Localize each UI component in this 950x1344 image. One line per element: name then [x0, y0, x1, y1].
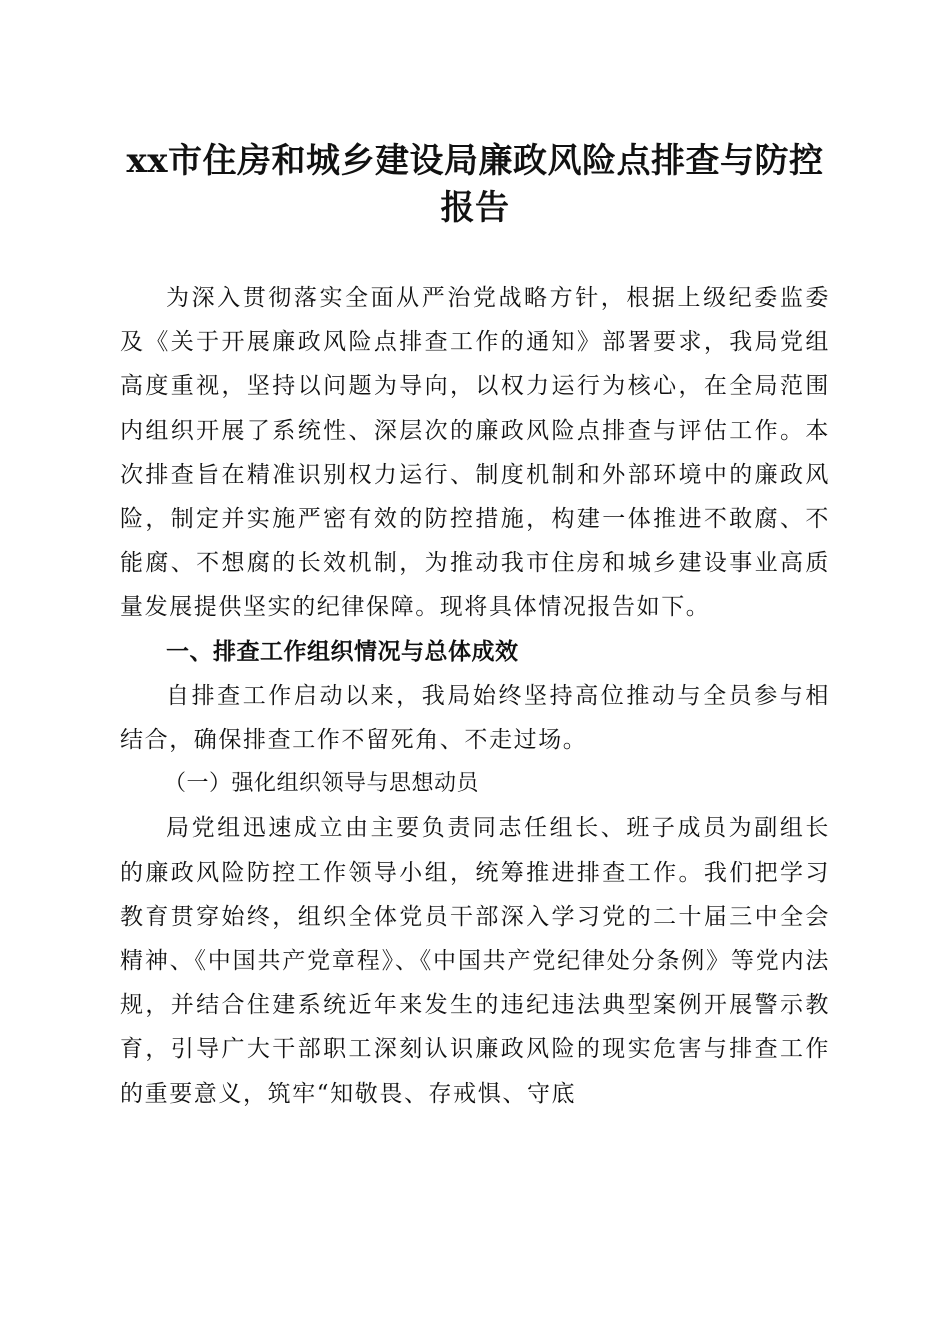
- section-1-heading: 一、排查工作组织情况与总体成效: [166, 638, 519, 665]
- document-body: [120, 276, 830, 1116]
- intro-paragraph: 为深入贯彻落实全面从严治党战略方针，根据上级纪委监委及《关于开展廉政风险点排查工作的通知》部署要求，我局党组高度重视，坚持以问题为导向，以权力运行为核心，在全局范围内组织开展了系统性、深层次的廉政风险点排查与评估工作。本次排查旨在精准识别权力运行、制度机制和外部环境中的廉政风险，制定并实施严密有效的防控措施，构建一体推进不敢腐、不能腐、不想腐的长效机制，为推动我市住房和城乡建设事业高质量发展提供坚实的纪律保障。现将具体情况报告如下。: [120, 285, 830, 621]
- subsection-1-paragraph: 局党组迅速成立由主要负责同志任组长、班子成员为副组长的廉政风险防控工作领导小组，统筹推进排查工作。我们把学习教育贯穿始终，组织全体党员干部深入学习党的二十届三中全会精神、《中国共产党章程》、《中国共产党纪律处分条例》等党内法规，并结合住建系统近年来发生的违纪违法典型案例开展警示教育，引导广大干部职工深刻认识廉政风险的现实危害与排查工作的重要意义，筑牢“知敬畏、存戒惧、守底: [120, 815, 830, 1107]
- document-title: xx市住房和城乡建设局廉政风险点排查与防控报告: [126, 141, 824, 228]
- section-1-paragraph: 自排查工作启动以来，我局始终坚持高位推动与全员参与相结合，确保排查工作不留死角、不走过场。: [120, 682, 830, 754]
- subsection-1-heading: （一）强化组织领导与思想动员: [164, 771, 480, 797]
